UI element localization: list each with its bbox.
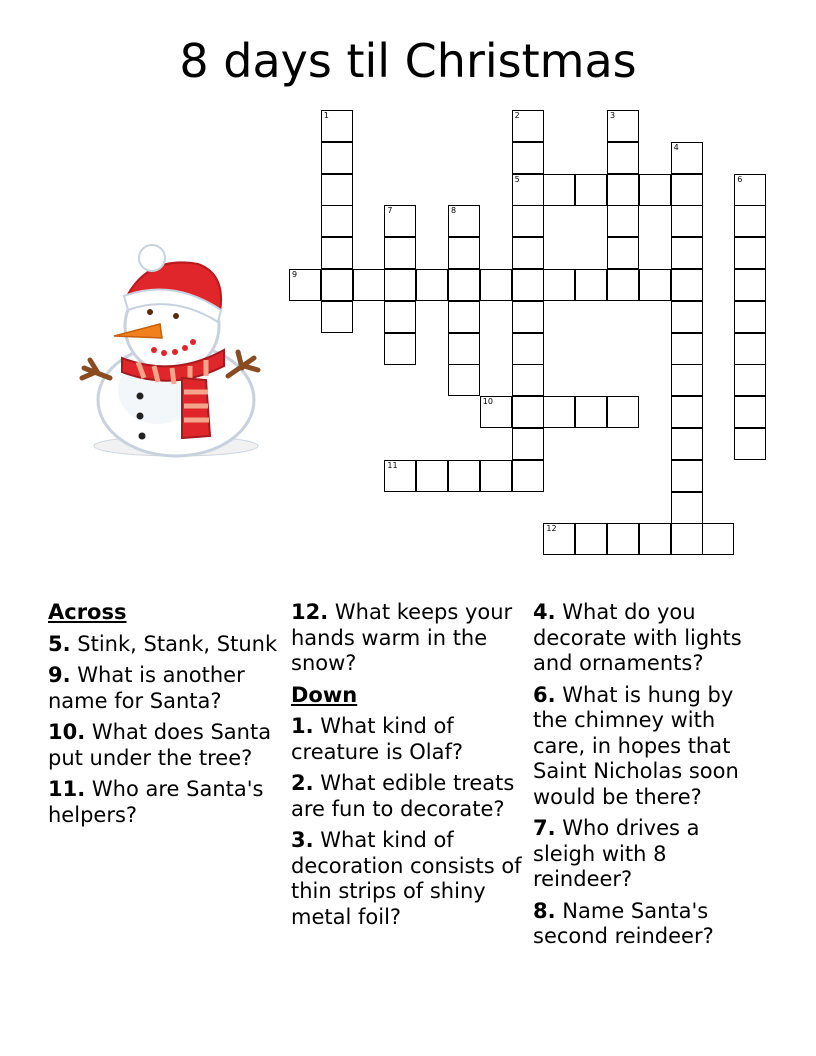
clue-down-2: 2. What edible treats are fun to decorate? xyxy=(291,771,515,821)
grid-cell[interactable] xyxy=(448,460,480,492)
grid-cell[interactable] xyxy=(384,237,416,269)
grid-cell[interactable] xyxy=(512,396,544,428)
grid-cell[interactable] xyxy=(607,523,639,555)
grid-cell[interactable] xyxy=(384,269,416,301)
clue-across-9: 9. What is another name for Santa? xyxy=(48,663,245,713)
grid-cell[interactable] xyxy=(671,269,703,301)
grid-cell[interactable] xyxy=(512,110,544,142)
grid-cell[interactable] xyxy=(671,333,703,365)
grid-cell[interactable] xyxy=(448,237,480,269)
grid-cell[interactable] xyxy=(639,174,671,206)
grid-cell[interactable] xyxy=(384,460,416,492)
grid-cell[interactable] xyxy=(671,492,703,524)
grid-cell[interactable] xyxy=(384,301,416,333)
clue-down-3: 3. What kind of decoration consists of thin strips of shiny metal foil? xyxy=(291,828,522,929)
grid-cell[interactable] xyxy=(575,269,607,301)
grid-cell[interactable] xyxy=(734,364,766,396)
clue-across-11: 11. Who are Santa's helpers? xyxy=(48,777,264,827)
grid-cell[interactable] xyxy=(671,174,703,206)
grid-cell[interactable] xyxy=(512,174,544,206)
cell-number: 7 xyxy=(387,206,393,216)
clue-down-1: 1. What kind of creature is Olaf? xyxy=(291,714,464,764)
grid-cell[interactable] xyxy=(512,205,544,237)
grid-cell[interactable] xyxy=(353,269,385,301)
cell-number: 10 xyxy=(482,397,493,407)
grid-cell[interactable] xyxy=(607,110,639,142)
grid-cell[interactable] xyxy=(575,174,607,206)
grid-cell[interactable] xyxy=(384,205,416,237)
grid-cell[interactable] xyxy=(607,174,639,206)
grid-cell[interactable] xyxy=(671,237,703,269)
grid-cell[interactable] xyxy=(321,142,353,174)
grid-cell[interactable] xyxy=(607,396,639,428)
grid-cell[interactable] xyxy=(734,396,766,428)
grid-cell[interactable] xyxy=(512,364,544,396)
grid-cell[interactable] xyxy=(734,269,766,301)
grid-cell[interactable] xyxy=(416,460,448,492)
grid-cell[interactable] xyxy=(480,396,512,428)
grid-cell[interactable] xyxy=(512,333,544,365)
grid-cell[interactable] xyxy=(734,301,766,333)
grid-cell[interactable] xyxy=(734,333,766,365)
grid-cell[interactable] xyxy=(607,269,639,301)
grid-cell[interactable] xyxy=(321,174,353,206)
clue-down-7: 7. Who drives a sleigh with 8 reindeer? xyxy=(533,816,700,891)
grid-cell[interactable] xyxy=(575,396,607,428)
cell-number: 8 xyxy=(451,206,457,216)
grid-cell[interactable] xyxy=(321,205,353,237)
grid-cell[interactable] xyxy=(321,301,353,333)
grid-cell[interactable] xyxy=(671,523,703,555)
grid-cell[interactable] xyxy=(607,205,639,237)
cell-number: 9 xyxy=(292,270,298,279)
grid-cell[interactable] xyxy=(671,396,703,428)
snowman-image xyxy=(78,240,268,460)
grid-cell[interactable] xyxy=(734,237,766,269)
cell-number: 1 xyxy=(323,111,329,120)
cell-number: 5 xyxy=(514,174,520,184)
clues-column-2 xyxy=(291,600,526,936)
grid-cell[interactable] xyxy=(321,237,353,269)
grid-cell[interactable] xyxy=(289,269,321,301)
grid-cell[interactable] xyxy=(448,269,480,301)
grid-cell[interactable] xyxy=(639,269,671,301)
clue-down-8: 8. Name Santa's second reindeer? xyxy=(533,898,714,948)
cell-number: 11 xyxy=(387,460,398,470)
grid-cell[interactable] xyxy=(321,110,353,142)
grid-cell[interactable] xyxy=(512,237,544,269)
grid-cell[interactable] xyxy=(543,174,575,206)
grid-cell[interactable] xyxy=(384,333,416,365)
grid-cell[interactable] xyxy=(512,269,544,301)
cell-number: 12 xyxy=(546,524,557,534)
grid-cell[interactable] xyxy=(702,523,734,555)
grid-cell[interactable] xyxy=(575,523,607,555)
grid-cell[interactable] xyxy=(448,301,480,333)
grid-cell[interactable] xyxy=(512,460,544,492)
cell-number: 3 xyxy=(610,111,616,120)
grid-cell[interactable] xyxy=(671,142,703,174)
down-heading: Down xyxy=(291,682,358,707)
grid-cell[interactable] xyxy=(512,301,544,333)
clue-across-10: 10. What does Santa put under the tree? xyxy=(48,720,272,770)
grid-cell[interactable] xyxy=(734,428,766,460)
clue-across-12: 12. What keeps your hands warm in the snow? xyxy=(291,600,513,675)
grid-cell[interactable] xyxy=(671,460,703,492)
grid-cell[interactable] xyxy=(671,205,703,237)
grid-cell[interactable] xyxy=(512,428,544,460)
grid-cell[interactable] xyxy=(480,269,512,301)
cell-number: 4 xyxy=(673,142,679,152)
grid-cell[interactable] xyxy=(512,142,544,174)
across-heading: Across xyxy=(48,600,127,624)
grid-cell[interactable] xyxy=(416,269,448,301)
grid-cell[interactable] xyxy=(448,364,480,396)
grid-cell[interactable] xyxy=(543,269,575,301)
grid-cell[interactable] xyxy=(671,428,703,460)
grid-cell[interactable] xyxy=(607,142,639,174)
grid-cell[interactable] xyxy=(480,460,512,492)
cell-number: 2 xyxy=(514,111,520,120)
grid-cell[interactable] xyxy=(321,269,353,301)
grid-cell[interactable] xyxy=(639,523,671,555)
grid-cell[interactable] xyxy=(448,333,480,365)
clue-down-6: 6. What is hung by the chimney with care, in hopes that Saint Nicholas soon would be there? xyxy=(533,682,739,809)
grid-cell[interactable] xyxy=(671,301,703,333)
grid-cell[interactable] xyxy=(734,205,766,237)
clue-down-4: 4. What do you decorate with lights and ornaments? xyxy=(533,600,742,675)
clues-column-3 xyxy=(533,600,768,956)
grid-cell[interactable] xyxy=(448,205,480,237)
clues-column-1 xyxy=(48,600,283,834)
grid-cell[interactable] xyxy=(671,364,703,396)
puzzle-title: 8 days til Christmas xyxy=(179,34,637,88)
cell-number: 6 xyxy=(737,174,743,184)
grid-cell[interactable] xyxy=(543,523,575,555)
grid-cell[interactable] xyxy=(734,174,766,206)
clue-across-5: 5. Stink, Stank, Stunk xyxy=(48,631,278,656)
grid-cell[interactable] xyxy=(543,396,575,428)
grid-cell[interactable] xyxy=(607,237,639,269)
